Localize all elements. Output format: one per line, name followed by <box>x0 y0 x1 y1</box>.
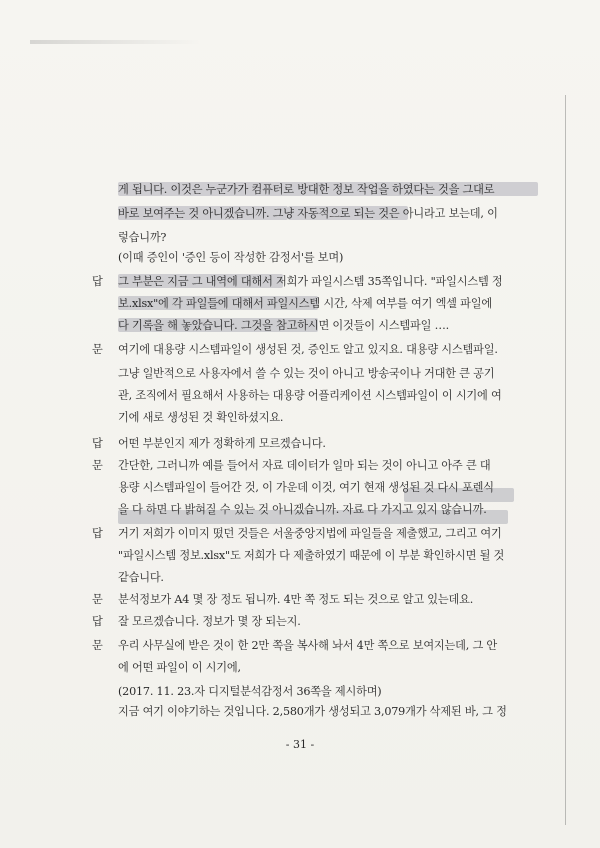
line-text: 지금 여기 이야기하는 것입니다. 2,580개가 생성되고 3,079개가 삭제된 바, 그 정 <box>118 705 507 718</box>
line-text: 여기에 대용량 시스템파일이 생성된 것, 증인도 알고 있지요. 대용량 시스템파일. <box>118 343 498 356</box>
speaker-label: 문 <box>92 593 103 606</box>
transcript-line <box>118 480 494 496</box>
line-text: 어떤 부분인지 제가 정확하게 모르겠습니다. <box>118 437 326 450</box>
transcript-line <box>118 410 283 426</box>
scan-streak <box>30 40 200 44</box>
transcript-line <box>118 570 164 586</box>
speaker-label: 문 <box>92 343 103 356</box>
line-text: 게 됩니다. 이것은 누군가가 컴퓨터로 방대한 정보 작업을 하였다는 것을 그대로 <box>118 183 495 196</box>
line-text: 거기 저희가 이미지 떴던 것들은 서울중앙지법에 파일들을 제출했고, 그리고 여기 <box>118 527 502 540</box>
transcript-line <box>118 660 241 676</box>
line-text: 다 기록을 해 놓았습니다. 그것을 참고하시면 이것들이 시스템파일 …. <box>118 319 449 332</box>
transcript-line <box>118 250 343 266</box>
line-text: 렇습니까? <box>118 231 167 244</box>
line-text: (이때 증인이 '증인 등이 작성한 감정서'를 보며) <box>118 251 344 264</box>
transcript-line <box>118 230 166 246</box>
transcript-line <box>118 548 504 564</box>
speaker-label: 답 <box>92 437 103 450</box>
page-number: - 31 - <box>285 738 315 751</box>
line-text: 에 어떤 파일이 이 시기에, <box>118 661 241 674</box>
transcript-line <box>118 638 497 654</box>
transcript-line <box>118 318 449 334</box>
transcript-line <box>118 684 381 700</box>
transcript-line <box>118 296 492 312</box>
transcript-line <box>118 502 487 518</box>
transcript-line <box>118 458 490 474</box>
line-text: 그냥 일반적으로 사용자에서 쓸 수 있는 것이 아니고 방송국이나 거대한 큰 공기 <box>118 367 495 380</box>
speaker-label: 답 <box>92 527 103 540</box>
transcript-line <box>118 274 503 290</box>
speaker-label: 답 <box>92 275 103 288</box>
line-text: (2017. 11. 23.자 디지털분석감정서 36쪽을 제시하며) <box>118 685 382 698</box>
transcript-line <box>118 366 494 382</box>
line-text: 바로 보여주는 것 아니겠습니까. 그냥 자동적으로 되는 것은 아니라고 보는데, 이 <box>118 207 498 220</box>
line-text: 분석정보가 A4 몇 장 정도 됩니까. 4만 쪽 정도 되는 것으로 알고 있는데요. <box>118 593 474 606</box>
line-text: 간단한, 그러니까 예를 들어서 자료 데이터가 일마 되는 것이 아니고 아주 큰 대 <box>118 459 491 472</box>
binding-line <box>565 95 566 825</box>
transcript-line <box>118 182 494 198</box>
speaker-label: 문 <box>92 639 103 652</box>
speaker-label: 답 <box>92 615 103 628</box>
transcript-line <box>118 592 473 608</box>
line-text: 기에 새로 생성된 것 확인하셨지요. <box>118 411 284 424</box>
line-text: 그 부분은 지금 그 내역에 대해서 저희가 파일시스템 35쪽입니다. "파일시스템 정 <box>118 275 503 288</box>
speaker-label: 문 <box>92 459 103 472</box>
line-text: 잘 모르겠습니다. 정보가 몇 장 되는지. <box>118 615 301 628</box>
transcript-line <box>118 614 301 630</box>
transcript-line <box>118 388 502 404</box>
line-text: 같습니다. <box>118 571 164 584</box>
transcript-line <box>118 342 498 358</box>
transcript-line <box>118 436 326 452</box>
line-text: "파일시스템 정보.xlsx"도 저희가 다 제출하였기 때문에 이 부분 확인하시면 될 것 <box>118 549 505 562</box>
transcript-line <box>118 526 502 542</box>
transcript-line <box>118 206 498 222</box>
line-text: 용량 시스템파일이 들어간 것, 이 가운데 이것, 여기 현재 생성된 것 다시 포렌식 <box>118 481 494 494</box>
line-text: 보.xlsx"에 각 파일들에 대해서 파일시스템 시간, 삭제 여부를 여기 엑셀 파일에 <box>118 297 492 310</box>
line-text: 을 다 하면 다 밝혀질 수 있는 것 아니겠습니까. 자료 다 가지고 있지 않습니까. <box>118 503 487 516</box>
transcript-line <box>118 704 507 720</box>
line-text: 우리 사무실에 받은 것이 한 2만 쪽을 복사해 놔서 4만 쪽으로 보여지는데, 그 안 <box>118 639 498 652</box>
line-text: 관, 조직에서 필요해서 사용하는 대용량 어플리케이션 시스템파일이 이 시기에 여 <box>118 389 502 402</box>
